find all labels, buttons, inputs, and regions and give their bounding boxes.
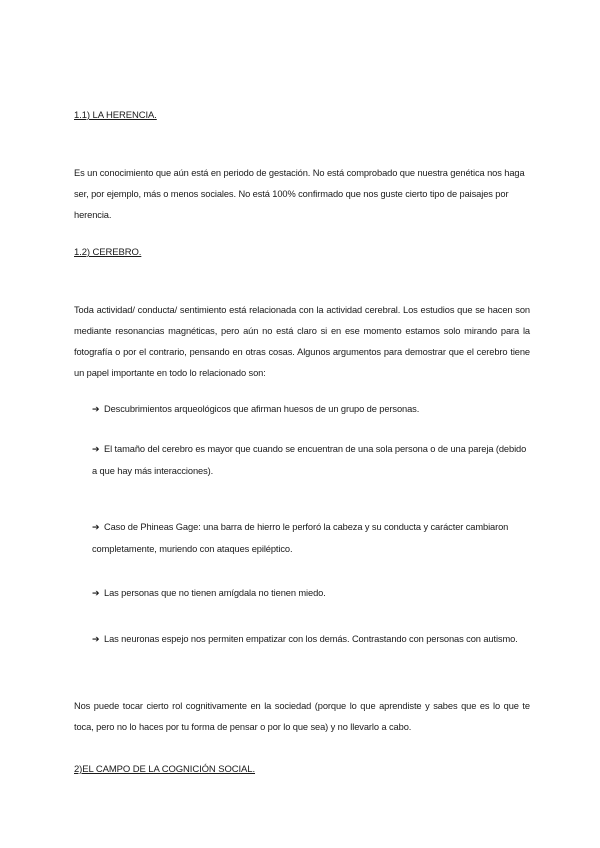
- arrow-icon: ➔: [92, 405, 100, 415]
- bullet-item: [92, 399, 532, 421]
- arrow-icon: ➔: [92, 523, 100, 533]
- bullet-text: Descubrimientos arqueológicos que afirman huesos de un grupo de personas.: [104, 404, 420, 414]
- heading-campo: 2)EL CAMPO DE LA COGNICIÓN SOCIAL.: [74, 764, 256, 775]
- paragraph-cerebro: Toda actividad/ conducta/ sentimiento está relacionada con la actividad cerebral. Los estudios que se hacen son mediante resonancias magnéticas, pero aún no está claro si en ese momento estamos solo mirando para la fotografía o por el contrario, pensando en otras cosas. Algunos argumentos para demostrar que el cerebro tiene un papel importante en todo lo relacionado son:: [74, 305, 530, 378]
- bullet-item: [92, 583, 532, 605]
- arrow-icon: ➔: [92, 445, 100, 455]
- bullet-item: [92, 517, 532, 560]
- bullet-item: [92, 629, 532, 651]
- bullet-text: Las neuronas espejo nos permiten empatizar con los demás. Contrastando con personas con autismo.: [104, 634, 518, 644]
- heading-herencia: 1.1) LA HERENCIA.: [74, 110, 157, 121]
- arrow-icon: ➔: [92, 635, 100, 645]
- arrow-icon: ➔: [92, 589, 100, 599]
- bullet-text: Las personas que no tienen amígdala no tienen miedo.: [104, 588, 326, 598]
- paragraph-herencia: Es un conocimiento que aún está en periodo de gestación. No está comprobado que nuestra genética nos haga ser, por ejemplo, más o menos sociales. No está 100% confirmado que nos guste cierto tipo de paisajes por herencia.: [74, 168, 525, 220]
- bullet-item: [92, 439, 532, 482]
- bullet-text: El tamaño del cerebro es mayor que cuando se encuentran de una sola persona o de una pareja (debido a que hay más interacciones).: [92, 444, 527, 476]
- heading-cerebro: 1.2) CEREBRO.: [74, 247, 142, 258]
- bullet-text: Caso de Phineas Gage: una barra de hierro le perforó la cabeza y su conducta y carácter cambiaron completamente, muriendo con ataques epiléptico.: [92, 522, 509, 554]
- paragraph-closing: Nos puede tocar cierto rol cognitivamente en la sociedad (porque lo que aprendiste y sabes que es lo que te toca, pero no lo haces por tu forma de pensar o por lo que sea) y no llevarlo a cabo.: [74, 701, 530, 732]
